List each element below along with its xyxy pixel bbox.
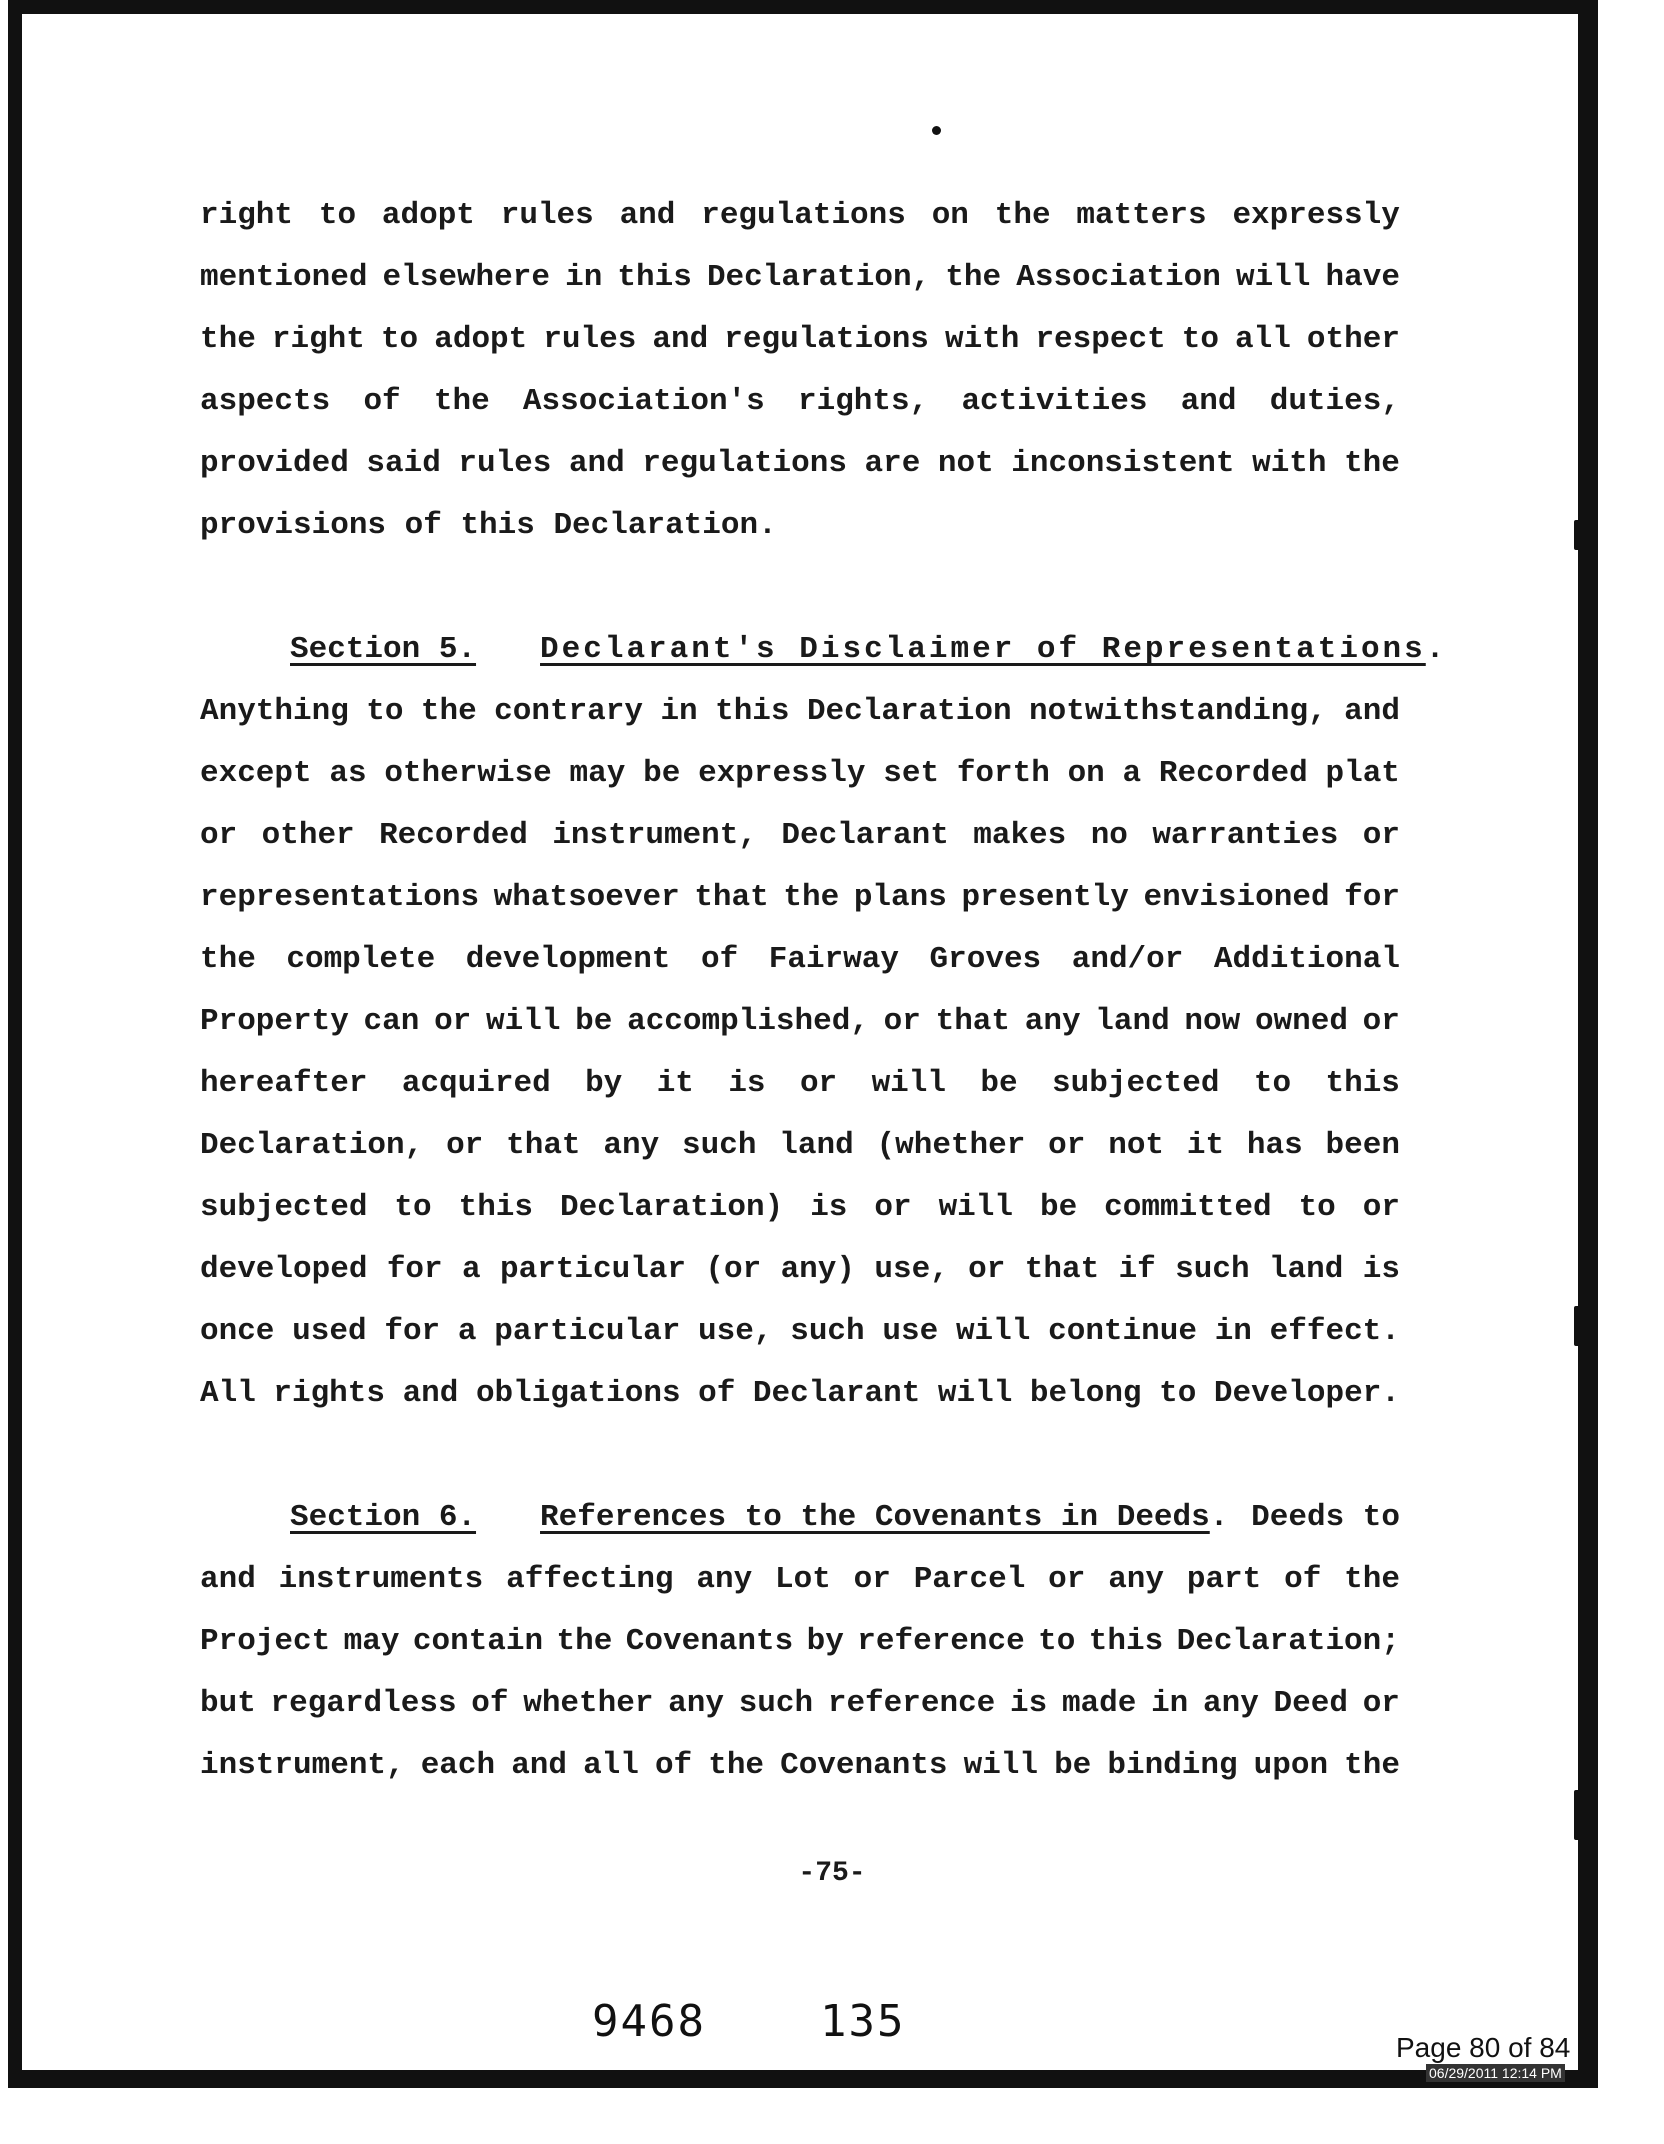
- paragraph-line: Declaration, or that any such land (whether or not it has been: [200, 1128, 1400, 1163]
- book-number: 9468: [592, 1996, 706, 2047]
- section-6-heading: Section 6. References to the Covenants in Deeds. Deeds to: [290, 1500, 1400, 1535]
- section-6-head-tail: Deeds to: [1251, 1500, 1400, 1535]
- paragraph-line: aspects of the Association's rights, activities and duties,: [200, 384, 1400, 419]
- paragraph-line: right to adopt rules and regulations on the matters expressly: [200, 198, 1400, 233]
- paragraph-line: the right to adopt rules and regulations with respect to all other: [200, 322, 1400, 357]
- paragraph-line: developed for a particular (or any) use, or that if such land is: [200, 1252, 1400, 1287]
- paragraph-line: the complete development of Fairway Groves and/or Additional: [200, 942, 1400, 977]
- page-reference: 135: [820, 1996, 906, 2047]
- page-number: -75-: [798, 1858, 866, 1889]
- paragraph-line: Project may contain the Covenants by reference to this Declaration;: [200, 1624, 1400, 1659]
- scan-speck: [1574, 520, 1580, 550]
- section-6-label: Section 6.: [290, 1500, 477, 1535]
- paragraph-line: provided said rules and regulations are not inconsistent with the: [200, 446, 1400, 481]
- paragraph-line: except as otherwise may be expressly set forth on a Recorded plat: [200, 756, 1400, 791]
- section-5-title: Declarant's Disclaimer of Representations: [540, 632, 1426, 667]
- section-6-title: References to the Covenants in Deeds: [540, 1500, 1210, 1535]
- paragraph-line: representations whatsoever that the plans presently envisioned for: [200, 880, 1400, 915]
- paragraph-line: and instruments affecting any Lot or Parcel or any part of the: [200, 1562, 1400, 1597]
- paragraph-line: Property can or will be accomplished, or that any land now owned or: [200, 1004, 1400, 1039]
- scan-speck: [932, 126, 941, 135]
- footer-page-count: Page 80 of 84: [1396, 2032, 1571, 2063]
- footer-timestamp: 06/29/2011 12:14 PM: [1426, 2064, 1565, 2082]
- section-5-heading: Section 5. Declarant's Disclaimer of Representations.: [290, 632, 1445, 667]
- paragraph-line: subjected to this Declaration) is or will be committed to or: [200, 1190, 1400, 1225]
- section-5-label: Section 5.: [290, 632, 477, 667]
- paragraph-line: or other Recorded instrument, Declarant makes no warranties or: [200, 818, 1400, 853]
- paragraph-line: provisions of this Declaration.: [200, 508, 777, 543]
- paragraph-line: hereafter acquired by it is or will be subjected to this: [200, 1066, 1400, 1101]
- paragraph-line: All rights and obligations of Declarant will belong to Developer.: [200, 1376, 1400, 1411]
- paragraph-line: but regardless of whether any such reference is made in any Deed or: [200, 1686, 1400, 1721]
- paragraph-line: instrument, each and all of the Covenants will be binding upon the: [200, 1748, 1400, 1783]
- scan-speck: [1574, 1790, 1580, 1840]
- paragraph-line: Anything to the contrary in this Declaration notwithstanding, and: [200, 694, 1400, 729]
- paragraph-line: once used for a particular use, such use will continue in effect.: [200, 1314, 1400, 1349]
- paragraph-line: mentioned elsewhere in this Declaration, the Association will have: [200, 260, 1400, 295]
- scan-speck: [1574, 1306, 1580, 1346]
